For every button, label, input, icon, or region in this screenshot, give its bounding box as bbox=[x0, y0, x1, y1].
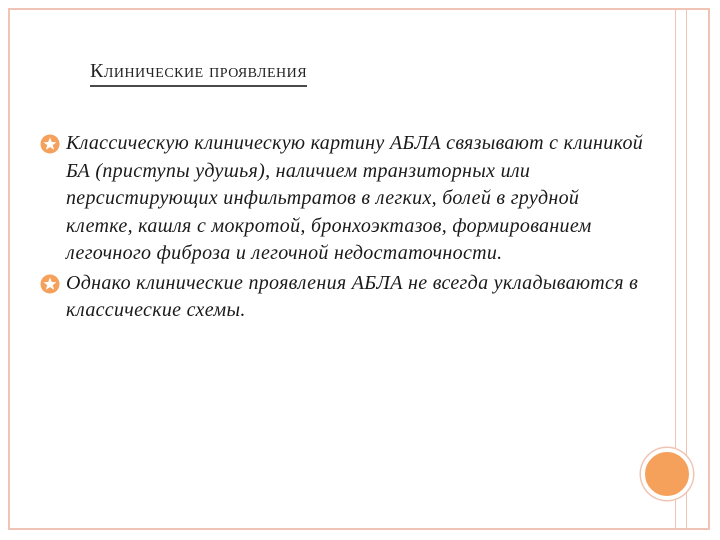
slide-title: Клинические проявления bbox=[90, 60, 307, 87]
bullet-text: Однако клинические проявления АБЛА не всегда укладываются в классические схемы. bbox=[66, 271, 639, 321]
bullet-item bbox=[40, 270, 650, 325]
star-in-circle-icon bbox=[40, 134, 60, 154]
star-in-circle-icon bbox=[40, 274, 60, 294]
bullet-text: Классическую клиническую картину АБЛА связывают с клиникой БА (приступы удушья), наличием транзиторных или персистирующих инфильтратов в легких, болей в грудной клетке, кашля с мокротой, бронхоэктазов, формированием легочного фиброза и легочной недостаточности. bbox=[66, 132, 644, 264]
decorative-circle bbox=[641, 448, 693, 500]
bullet-item bbox=[40, 130, 650, 268]
bullet-list bbox=[40, 130, 650, 327]
